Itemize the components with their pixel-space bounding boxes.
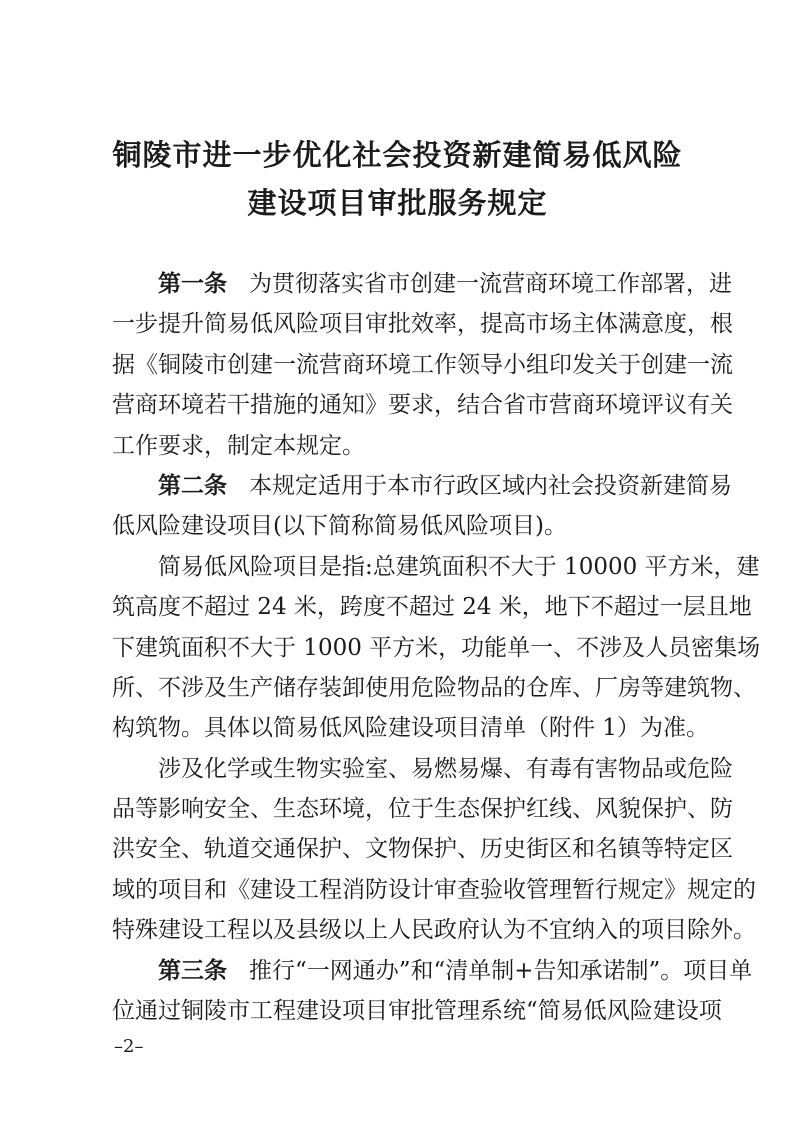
text-line [112,426,692,466]
text-line [112,345,733,385]
line-text: 筑高度不超过 24 米，跨度不超过 24 米，地下不超过一层且地 [112,594,752,621]
text-line [112,466,732,506]
line-text: 一步提升简易低风险项目审批效率，提高市场主体满意度，根 [112,311,733,338]
line-text: 特殊建设工程以及县级以上人民政府认为不宜纳入的项目除外。 [112,917,756,944]
text-line [112,668,756,708]
line-text: 营商环境若干措施的通知》要求，结合省市营商环境评议有关 [112,392,733,419]
text-line [112,749,733,789]
line-text: 工作要求，制定本规定。 [112,432,365,459]
article-label: 第二条 [158,472,227,499]
text-line [112,587,752,627]
text-line [112,264,732,304]
line-text: 洪安全、轨道交通保护、文物保护、历史街区和名镇等特定区 [112,836,733,863]
line-text: 涉及化学或生物实验室、易燃易爆、有毒有害物品或危险 [158,755,733,782]
text-line [112,547,760,587]
line-text: 所、不涉及生产储存装卸使用危险物品的仓库、厂房等建筑物、 [112,674,756,701]
line-text: 域的项目和《建设工程消防设计审查验收管理暂行规定》规定的 [112,876,756,903]
text-line [112,910,756,950]
line-text: 据《铜陵市创建一流营商环境工作领导小组印发关于创建一流 [112,351,733,378]
line-text: 本规定适用于本市行政区域内社会投资新建简易 [249,472,732,499]
document-title-line-2: 建设项目审批服务规定 [247,186,548,220]
line-text: 简易低风险项目是指:总建筑面积不大于 10000 平方米，建 [158,553,760,580]
text-line [112,789,733,829]
line-text: 推行“一网通办”和“清单制+告知承诺制”。项目单 [249,957,753,984]
text-line [112,991,722,1031]
text-line [112,304,733,344]
line-text: 为贯彻落实省市创建一流营商环境工作部署，进 [249,271,732,297]
text-line [112,708,709,748]
line-text: 品等影响安全、生态环境，位于生态保护红线、风貌保护、防 [112,796,733,823]
document-body [112,264,761,1031]
article-label: 第三条 [158,957,227,984]
line-text: 构筑物。具体以简易低风险建设项目清单（附件 1）为准。 [112,715,709,742]
document-title-line-1: 铜陵市进一步优化社会投资新建简易低风险 [112,138,683,172]
text-line [112,628,761,668]
text-line [112,870,756,910]
text-line [112,951,753,991]
line-text: 下建筑面积不大于 1000 平方米，功能单一、不涉及人员密集场 [112,634,761,661]
line-text: 低风险建设项目(以下简称简易低风险项目)。 [112,513,567,540]
text-line [112,385,733,425]
text-line [112,506,692,546]
text-line [112,829,733,869]
line-text: 位通过铜陵市工程建设项目审批管理系统“简易低风险建设项 [112,998,722,1025]
page-number: –2– [114,1036,144,1057]
article-label: 第一条 [158,271,227,297]
